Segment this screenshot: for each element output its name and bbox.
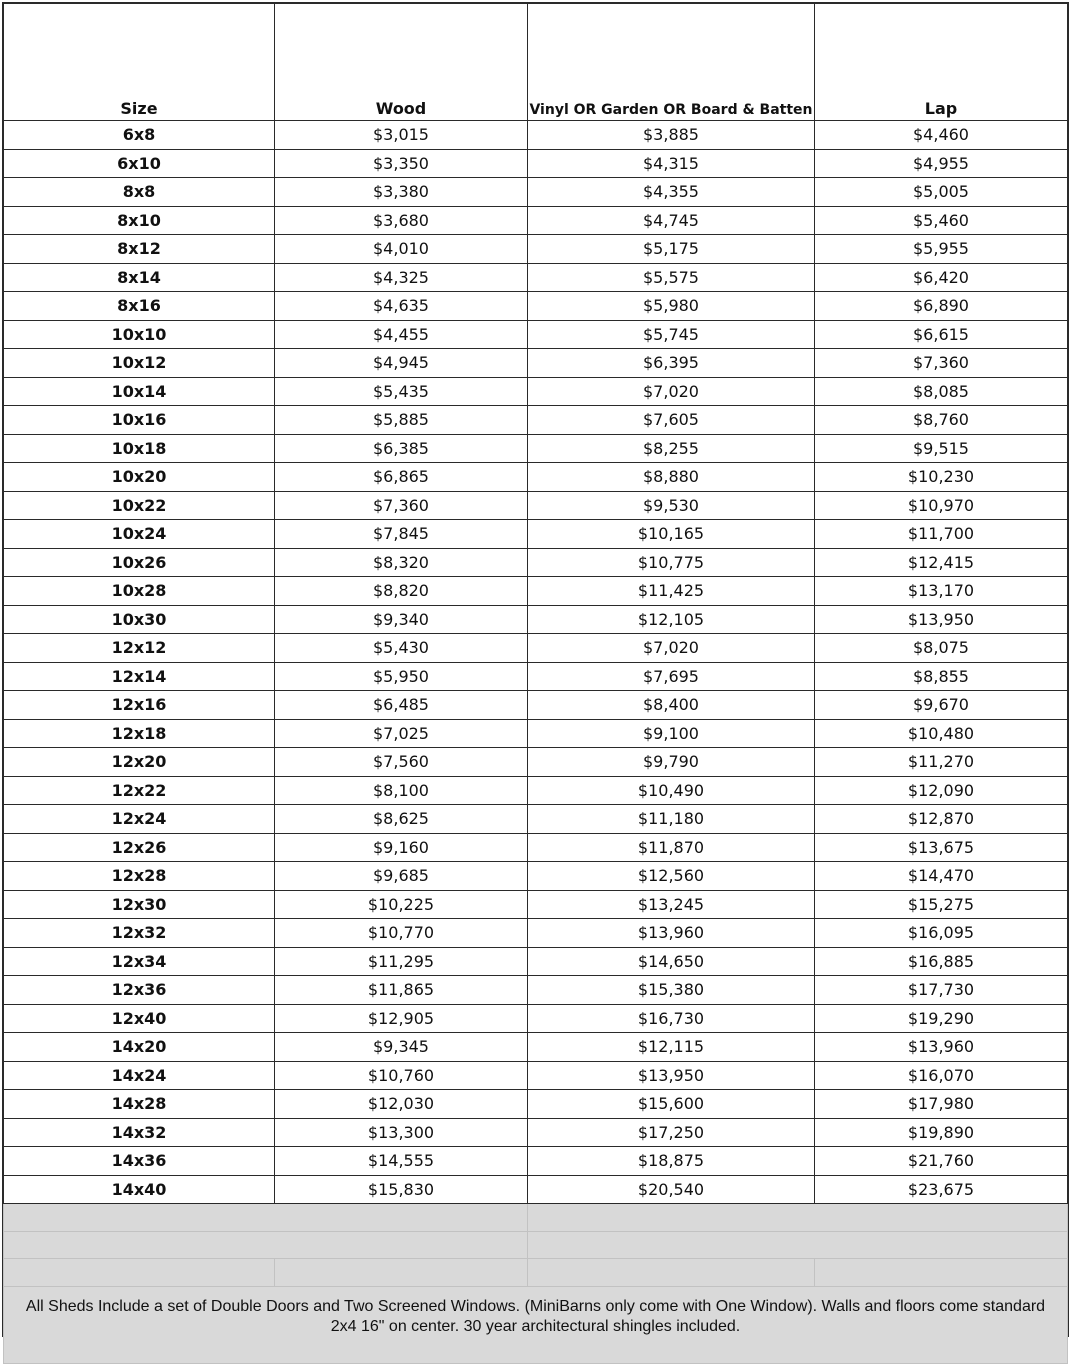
- lap-price-cell: $5,955: [815, 235, 1068, 264]
- table-row: [4, 377, 1068, 406]
- table-row: [4, 1147, 1068, 1176]
- table-row: [4, 1061, 1068, 1090]
- size-cell: 10x30: [4, 605, 275, 634]
- lap-price-cell: $8,855: [815, 662, 1068, 691]
- size-cell: 14x40: [4, 1175, 275, 1204]
- blank-cell: [528, 1231, 1068, 1259]
- column-header-size: Size: [4, 4, 275, 121]
- table-row: [4, 776, 1068, 805]
- lap-price-cell: $13,170: [815, 577, 1068, 606]
- size-cell: 8x14: [4, 263, 275, 292]
- vinyl-price-cell: $13,950: [528, 1061, 815, 1090]
- vinyl-price-cell: $8,880: [528, 463, 815, 492]
- wood-price-cell: $6,485: [275, 691, 528, 720]
- blank-cell: [275, 1259, 528, 1287]
- table-row: [4, 862, 1068, 891]
- table-row: [4, 719, 1068, 748]
- table-row: [4, 406, 1068, 435]
- wood-price-cell: $5,430: [275, 634, 528, 663]
- wood-price-cell: $9,160: [275, 833, 528, 862]
- lap-price-cell: $19,290: [815, 1004, 1068, 1033]
- price-sheet: [2, 2, 1069, 1337]
- wood-price-cell: $7,025: [275, 719, 528, 748]
- size-cell: 6x10: [4, 149, 275, 178]
- table-row: [4, 206, 1068, 235]
- table-row: [4, 491, 1068, 520]
- wood-price-cell: $3,380: [275, 178, 528, 207]
- table-row: [4, 548, 1068, 577]
- table-row: [4, 121, 1068, 150]
- lap-price-cell: $9,515: [815, 434, 1068, 463]
- footnote: All Sheds Include a set of Double Doors and Two Screened Windows. (MiniBarns only come with One Window). Walls and floors come standard 2x4 16" on center. 30 year architectural shingles included.: [3, 1287, 1068, 1364]
- lap-price-cell: $11,270: [815, 748, 1068, 777]
- wood-price-cell: $3,015: [275, 121, 528, 150]
- size-cell: 6x8: [4, 121, 275, 150]
- vinyl-price-cell: $10,490: [528, 776, 815, 805]
- size-cell: 12x22: [4, 776, 275, 805]
- table-row: [4, 833, 1068, 862]
- size-cell: 12x28: [4, 862, 275, 891]
- table-row: [4, 691, 1068, 720]
- table-row: [4, 1175, 1068, 1204]
- size-cell: 14x24: [4, 1061, 275, 1090]
- wood-price-cell: $9,345: [275, 1033, 528, 1062]
- table-row: [4, 890, 1068, 919]
- column-header-vinyl: Vinyl OR Garden OR Board & Batten: [528, 4, 815, 121]
- lap-price-cell: $6,615: [815, 320, 1068, 349]
- size-cell: 10x18: [4, 434, 275, 463]
- header-row: [4, 4, 1068, 121]
- vinyl-price-cell: $12,105: [528, 605, 815, 634]
- table-row: [4, 178, 1068, 207]
- wood-price-cell: $10,770: [275, 919, 528, 948]
- lap-price-cell: $5,460: [815, 206, 1068, 235]
- wood-price-cell: $11,295: [275, 947, 528, 976]
- vinyl-price-cell: $5,980: [528, 292, 815, 321]
- blank-row: [4, 1259, 1068, 1287]
- lap-price-cell: $10,480: [815, 719, 1068, 748]
- vinyl-price-cell: $17,250: [528, 1118, 815, 1147]
- table-row: [4, 1118, 1068, 1147]
- lap-price-cell: $13,675: [815, 833, 1068, 862]
- vinyl-price-cell: $18,875: [528, 1147, 815, 1176]
- vinyl-price-cell: $11,425: [528, 577, 815, 606]
- lap-price-cell: $16,885: [815, 947, 1068, 976]
- blank-cell: [4, 1204, 528, 1232]
- lap-price-cell: $6,420: [815, 263, 1068, 292]
- table-row: [4, 235, 1068, 264]
- wood-price-cell: $10,760: [275, 1061, 528, 1090]
- lap-price-cell: $11,700: [815, 520, 1068, 549]
- vinyl-price-cell: $14,650: [528, 947, 815, 976]
- size-cell: 10x26: [4, 548, 275, 577]
- size-cell: 12x24: [4, 805, 275, 834]
- lap-price-cell: $10,230: [815, 463, 1068, 492]
- table-row: [4, 463, 1068, 492]
- blank-cell: [4, 1231, 528, 1259]
- size-cell: 8x10: [4, 206, 275, 235]
- wood-price-cell: $9,340: [275, 605, 528, 634]
- wood-price-cell: $4,325: [275, 263, 528, 292]
- wood-price-cell: $4,945: [275, 349, 528, 378]
- table-row: [4, 520, 1068, 549]
- price-table: [3, 3, 1068, 1287]
- lap-price-cell: $8,085: [815, 377, 1068, 406]
- vinyl-price-cell: $3,885: [528, 121, 815, 150]
- vinyl-price-cell: $7,605: [528, 406, 815, 435]
- lap-price-cell: $21,760: [815, 1147, 1068, 1176]
- wood-price-cell: $7,845: [275, 520, 528, 549]
- table-row: [4, 320, 1068, 349]
- vinyl-price-cell: $9,530: [528, 491, 815, 520]
- lap-price-cell: $13,950: [815, 605, 1068, 634]
- size-cell: 10x28: [4, 577, 275, 606]
- wood-price-cell: $6,865: [275, 463, 528, 492]
- lap-price-cell: $12,415: [815, 548, 1068, 577]
- table-row: [4, 634, 1068, 663]
- vinyl-price-cell: $11,180: [528, 805, 815, 834]
- size-cell: 10x20: [4, 463, 275, 492]
- lap-price-cell: $5,005: [815, 178, 1068, 207]
- wood-price-cell: $13,300: [275, 1118, 528, 1147]
- lap-price-cell: $17,980: [815, 1090, 1068, 1119]
- size-cell: 12x18: [4, 719, 275, 748]
- size-cell: 12x26: [4, 833, 275, 862]
- size-cell: 12x16: [4, 691, 275, 720]
- size-cell: 12x36: [4, 976, 275, 1005]
- blank-cell: [528, 1259, 815, 1287]
- wood-price-cell: $9,685: [275, 862, 528, 891]
- wood-price-cell: $8,820: [275, 577, 528, 606]
- vinyl-price-cell: $7,020: [528, 377, 815, 406]
- vinyl-price-cell: $7,695: [528, 662, 815, 691]
- column-header-lap: Lap: [815, 4, 1068, 121]
- table-row: [4, 1033, 1068, 1062]
- table-row: [4, 976, 1068, 1005]
- vinyl-price-cell: $15,600: [528, 1090, 815, 1119]
- vinyl-price-cell: $16,730: [528, 1004, 815, 1033]
- lap-price-cell: $4,460: [815, 121, 1068, 150]
- vinyl-price-cell: $4,745: [528, 206, 815, 235]
- vinyl-price-cell: $5,745: [528, 320, 815, 349]
- wood-price-cell: $7,560: [275, 748, 528, 777]
- table-row: [4, 263, 1068, 292]
- vinyl-price-cell: $5,175: [528, 235, 815, 264]
- table-row: [4, 149, 1068, 178]
- blank-cell: [815, 1259, 1068, 1287]
- size-cell: 12x34: [4, 947, 275, 976]
- size-cell: 8x16: [4, 292, 275, 321]
- size-cell: 10x22: [4, 491, 275, 520]
- vinyl-price-cell: $15,380: [528, 976, 815, 1005]
- size-cell: 12x20: [4, 748, 275, 777]
- table-row: [4, 662, 1068, 691]
- wood-price-cell: $14,555: [275, 1147, 528, 1176]
- size-cell: 12x32: [4, 919, 275, 948]
- size-cell: 8x12: [4, 235, 275, 264]
- wood-price-cell: $10,225: [275, 890, 528, 919]
- vinyl-price-cell: $5,575: [528, 263, 815, 292]
- size-cell: 12x40: [4, 1004, 275, 1033]
- size-cell: 14x32: [4, 1118, 275, 1147]
- table-row: [4, 349, 1068, 378]
- vinyl-price-cell: $10,165: [528, 520, 815, 549]
- lap-price-cell: $12,870: [815, 805, 1068, 834]
- blank-rows: [4, 1204, 1068, 1287]
- vinyl-price-cell: $8,400: [528, 691, 815, 720]
- lap-price-cell: $16,070: [815, 1061, 1068, 1090]
- wood-price-cell: $12,905: [275, 1004, 528, 1033]
- size-cell: 10x14: [4, 377, 275, 406]
- vinyl-price-cell: $4,355: [528, 178, 815, 207]
- vinyl-price-cell: $12,115: [528, 1033, 815, 1062]
- lap-price-cell: $13,960: [815, 1033, 1068, 1062]
- wood-price-cell: $5,885: [275, 406, 528, 435]
- lap-price-cell: $14,470: [815, 862, 1068, 891]
- table-row: [4, 1090, 1068, 1119]
- vinyl-price-cell: $9,790: [528, 748, 815, 777]
- vinyl-price-cell: $4,315: [528, 149, 815, 178]
- table-row: [4, 748, 1068, 777]
- wood-price-cell: $6,385: [275, 434, 528, 463]
- vinyl-price-cell: $7,020: [528, 634, 815, 663]
- table-row: [4, 805, 1068, 834]
- lap-price-cell: $16,095: [815, 919, 1068, 948]
- wood-price-cell: $4,010: [275, 235, 528, 264]
- size-cell: 10x12: [4, 349, 275, 378]
- size-cell: 10x16: [4, 406, 275, 435]
- size-cell: 10x10: [4, 320, 275, 349]
- size-cell: 12x12: [4, 634, 275, 663]
- vinyl-price-cell: $8,255: [528, 434, 815, 463]
- lap-price-cell: $7,360: [815, 349, 1068, 378]
- vinyl-price-cell: $10,775: [528, 548, 815, 577]
- lap-price-cell: $12,090: [815, 776, 1068, 805]
- lap-price-cell: $6,890: [815, 292, 1068, 321]
- size-cell: 14x28: [4, 1090, 275, 1119]
- wood-price-cell: $5,435: [275, 377, 528, 406]
- table-row: [4, 1004, 1068, 1033]
- table-row: [4, 605, 1068, 634]
- blank-row: [4, 1204, 1068, 1232]
- vinyl-price-cell: $20,540: [528, 1175, 815, 1204]
- vinyl-price-cell: $9,100: [528, 719, 815, 748]
- wood-price-cell: $4,635: [275, 292, 528, 321]
- size-cell: 14x20: [4, 1033, 275, 1062]
- size-cell: 8x8: [4, 178, 275, 207]
- wood-price-cell: $12,030: [275, 1090, 528, 1119]
- wood-price-cell: $7,360: [275, 491, 528, 520]
- lap-price-cell: $8,760: [815, 406, 1068, 435]
- column-header-wood: Wood: [275, 4, 528, 121]
- lap-price-cell: $23,675: [815, 1175, 1068, 1204]
- price-rows: [4, 121, 1068, 1204]
- table-row: [4, 947, 1068, 976]
- size-cell: 12x30: [4, 890, 275, 919]
- blank-cell: [528, 1204, 1068, 1232]
- wood-price-cell: $11,865: [275, 976, 528, 1005]
- vinyl-price-cell: $13,245: [528, 890, 815, 919]
- wood-price-cell: $3,680: [275, 206, 528, 235]
- lap-price-cell: $4,955: [815, 149, 1068, 178]
- vinyl-price-cell: $11,870: [528, 833, 815, 862]
- wood-price-cell: $8,320: [275, 548, 528, 577]
- wood-price-cell: $8,625: [275, 805, 528, 834]
- lap-price-cell: $8,075: [815, 634, 1068, 663]
- lap-price-cell: $15,275: [815, 890, 1068, 919]
- vinyl-price-cell: $6,395: [528, 349, 815, 378]
- table-row: [4, 292, 1068, 321]
- table-row: [4, 919, 1068, 948]
- size-cell: 14x36: [4, 1147, 275, 1176]
- lap-price-cell: $17,730: [815, 976, 1068, 1005]
- wood-price-cell: $15,830: [275, 1175, 528, 1204]
- lap-price-cell: $19,890: [815, 1118, 1068, 1147]
- wood-price-cell: $8,100: [275, 776, 528, 805]
- size-cell: 12x14: [4, 662, 275, 691]
- blank-cell: [4, 1259, 275, 1287]
- vinyl-price-cell: $13,960: [528, 919, 815, 948]
- size-cell: 10x24: [4, 520, 275, 549]
- blank-row: [4, 1231, 1068, 1259]
- wood-price-cell: $5,950: [275, 662, 528, 691]
- table-row: [4, 434, 1068, 463]
- wood-price-cell: $4,455: [275, 320, 528, 349]
- wood-price-cell: $3,350: [275, 149, 528, 178]
- lap-price-cell: $10,970: [815, 491, 1068, 520]
- lap-price-cell: $9,670: [815, 691, 1068, 720]
- vinyl-price-cell: $12,560: [528, 862, 815, 891]
- table-row: [4, 577, 1068, 606]
